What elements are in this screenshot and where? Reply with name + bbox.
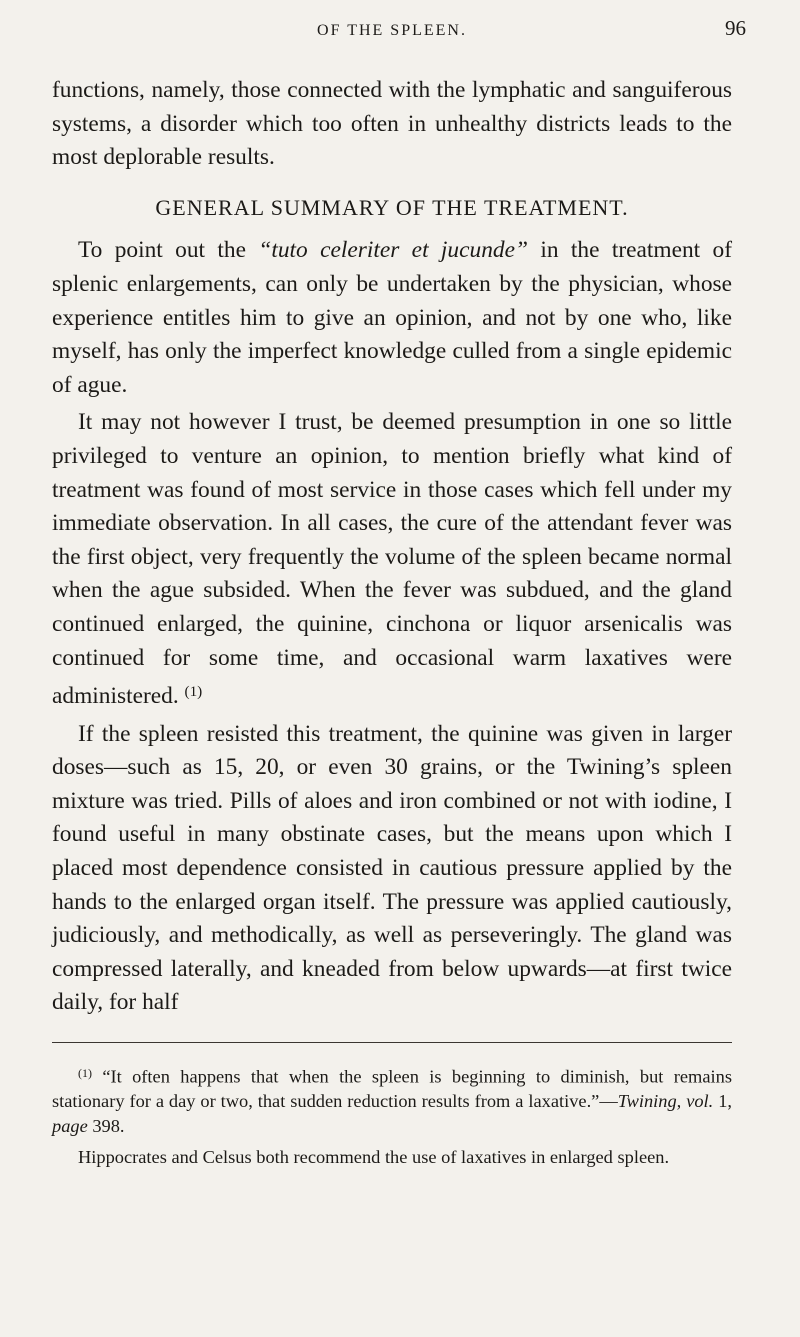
paragraph-treatment-intro (52, 234, 732, 402)
paragraph-pressure-treatment: If the spleen resisted this treatment, the quinine was given in larger doses—such as 15, 20, or even 30 grains, or the Twining’s spleen mixture was tried. Pills of aloes and iron combined or not with iodine, I found useful in many obstinate cases, but the means upon which I placed most dependence consisted in cautious pressure applied by the hands to the enlarged organ itself. The pressure was applied cautiously, judiciously, and methodically, as well as perseveringly. The gland was compressed laterally, and kneaded from below upwards—at first twice daily, for half (52, 720, 732, 1016)
footnote-page-label: page (52, 1116, 88, 1137)
paragraph-text: It may not however I trust, be deemed presumption in one so little privileged to venture an opinion, to mention briefly what kind of treatment was found of most service in those cases which fell under my immediate observation. In all cases, the cure of the attendant fever was the first object, very frequently the volume of the spleen became normal when the ague subsided. When the fever was subdued, and the gland continued enlarged, the quinine, cinchona or liquor arsenicalis was continued for some time, and occasional warm laxatives were administered. (52, 409, 732, 709)
footnote-reference: (1) (184, 683, 203, 701)
paragraph-text: in the treatment of splenic enlargements, can only be undertaken by the physician, whose experience entitles him to give an opinion, and not by one who, like myself, has only the imperfect knowledge culled from a single epidemic of ague. (52, 237, 732, 398)
body-text (52, 74, 732, 1020)
section-heading: GENERAL SUMMARY OF THE TREATMENT. (155, 194, 629, 220)
footnote-1 (52, 1061, 732, 1139)
running-title: OF THE SPLEEN. (317, 22, 467, 39)
footnote-source: Twining, vol. (617, 1091, 714, 1112)
footnotes (52, 1061, 732, 1170)
footnote-rule (52, 1042, 732, 1043)
footnote-2: Hippocrates and Celsus both recommend the use of laxatives in enlarged spleen. (78, 1147, 670, 1168)
footnote-page-number: 398. (87, 1116, 125, 1137)
paragraph-text: To point out the (78, 237, 259, 264)
running-head (52, 0, 746, 58)
latin-quote: “tuto celeriter et jucunde” (258, 237, 528, 264)
paragraph-continued: functions, namely, those connected with the lymphatic and sanguiferous systems, a disorder which too often in unhealthy districts leads to the most deplorable results. (52, 77, 732, 171)
page-number: 96 (725, 16, 746, 40)
footnote-volume: 1, (713, 1091, 732, 1112)
footnote-text: “It often happens that when the spleen is beginning to diminish, but remains stationary for a day or two, that sudden reduction results from a laxative.”— (52, 1066, 732, 1112)
paragraph-observation (52, 406, 732, 713)
footnote-marker: (1) (78, 1065, 92, 1080)
